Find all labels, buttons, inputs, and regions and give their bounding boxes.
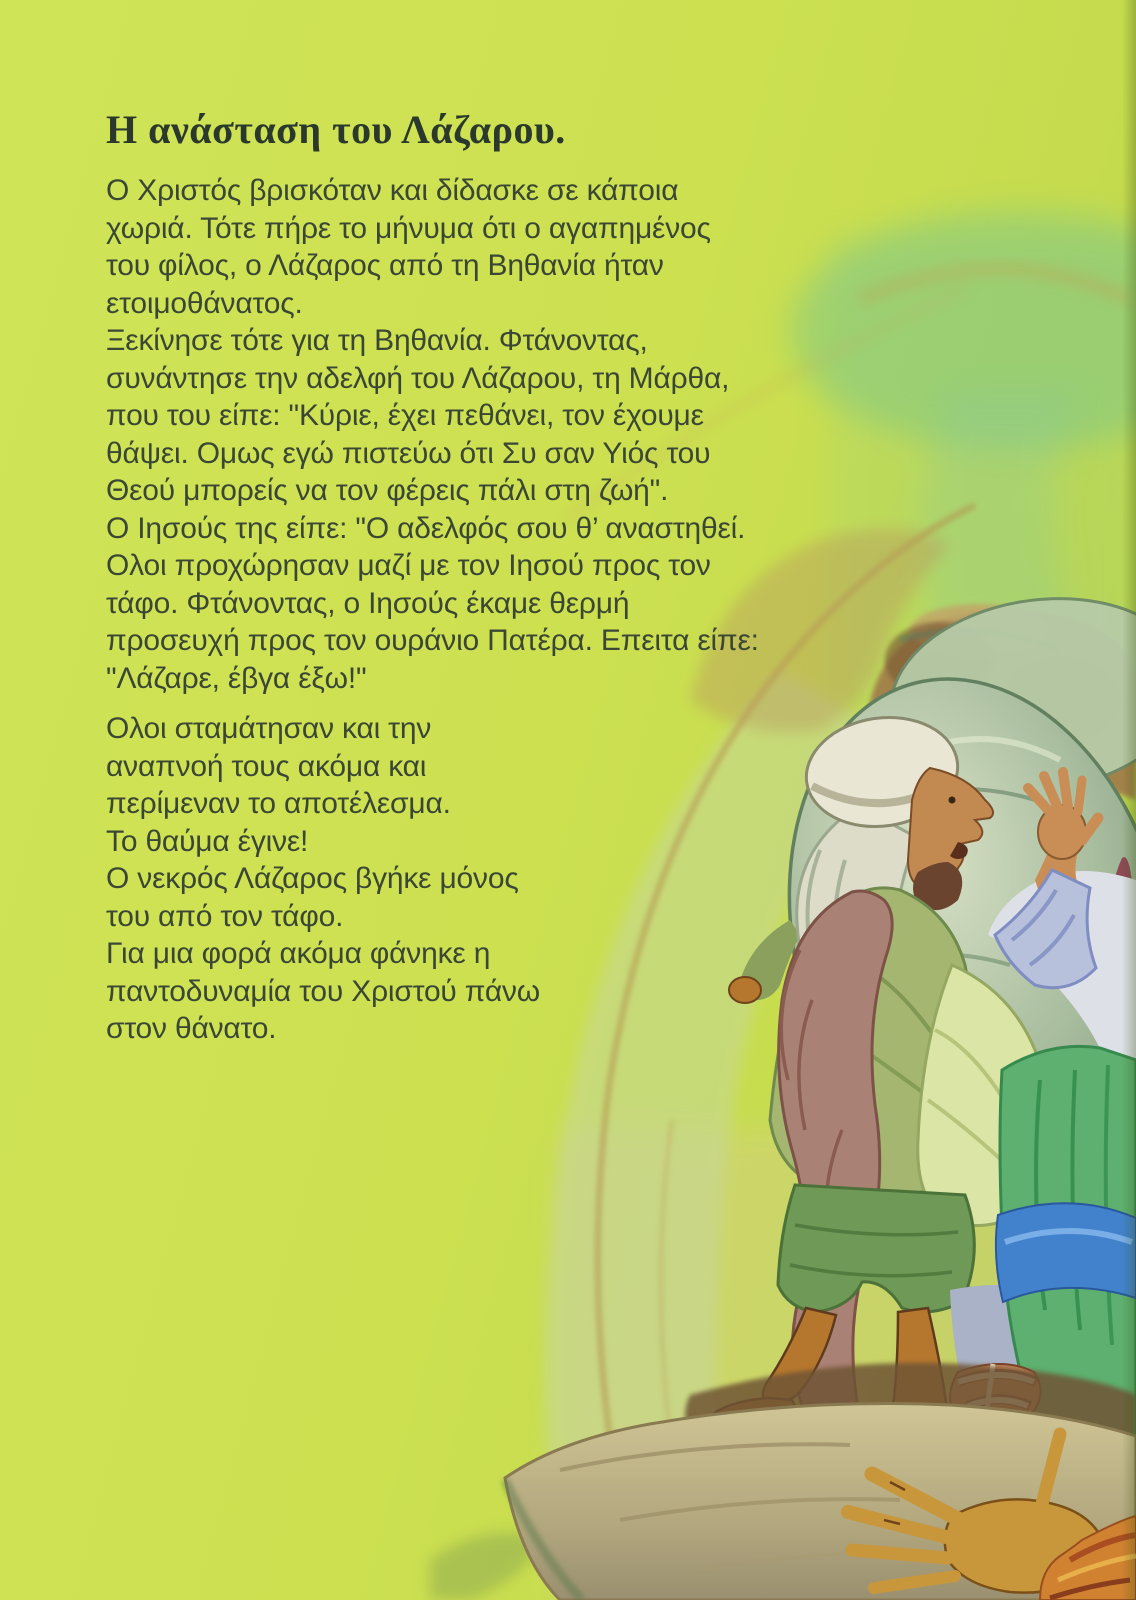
text-line: χωριά. Τότε πήρε το μήνυμα ότι ο αγαπημένος [106, 211, 711, 245]
paragraph-3 [106, 710, 826, 1048]
paragraph-1 [106, 172, 826, 322]
text-line: αναπνοή τους ακόμα και [106, 749, 427, 783]
text-line: Ολοι προχώρησαν μαζί με τον Ιησού προς τον [106, 549, 711, 582]
text-line: "Λάζαρε, έβγα έξω!" [106, 661, 367, 695]
text-line: Ο Χριστός βρισκόταν και δίδασκε σε κάποια [106, 174, 679, 207]
text-line: Ολοι σταμάτησαν και την [106, 712, 432, 745]
text-line: Για μια φορά ακόμα φάνηκε η [106, 937, 491, 970]
text-line: Το θαύμα έγινε! [106, 824, 309, 858]
page-edge-shadow [1122, 0, 1136, 1600]
text-line: του φίλος, ο Λάζαρος από τη Βηθανία ήταν [106, 249, 664, 282]
text-line: Ο Ιησούς της είπε: "Ο αδελφός σου θ’ αναστηθεί. [106, 511, 746, 545]
text-line: που του είπε: "Κύριε, έχει πεθάνει, τον έχουμε [106, 399, 704, 432]
text-line: προσευχή προς τον ουράνιο Πατέρα. Επειτα είπε: [106, 624, 759, 657]
text-line: Ξεκίνησε τότε για τη Βηθανία. Φτάνοντας, [106, 324, 648, 357]
text-line: του από τον τάφο. [106, 899, 344, 933]
text-line: στον θάνατο. [106, 1012, 277, 1045]
paragraph-2 [106, 322, 826, 697]
page-title: Η ανάσταση του Λάζαρου. [106, 107, 566, 152]
text-line: ετοιμοθάνατος. [106, 286, 303, 320]
text-line: Θεού μπορείς να τον φέρεις πάλι στη ζωή". [106, 474, 669, 507]
text-line: θάψει. Ομως εγώ πιστεύω ότι Συ σαν Υιός του [106, 436, 711, 470]
text-line: Ο νεκρός Λάζαρος βγήκε μόνος [106, 862, 519, 895]
text-line: περίμεναν το αποτέλεσμα. [106, 787, 451, 820]
story-text [106, 172, 826, 1048]
text-line: συνάντησε την αδελφή του Λάζαρου, τη Μάρθα, [106, 361, 730, 395]
text-line: παντοδυναμία του Χριστού πάνω [106, 974, 541, 1008]
text-line: τάφο. Φτάνοντας, ο Ιησούς έκαμε θερμή [106, 586, 630, 620]
